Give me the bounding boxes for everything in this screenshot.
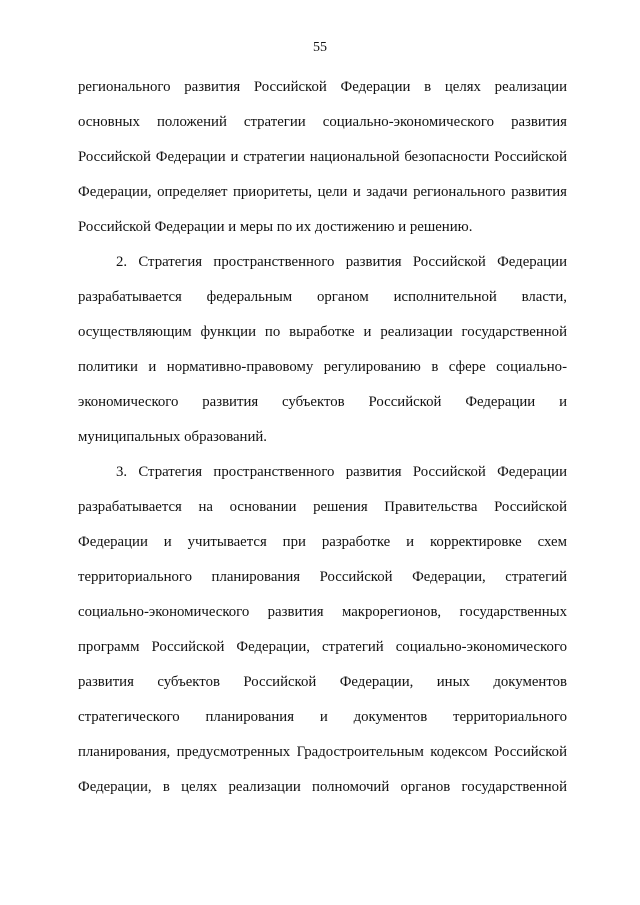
text-line: экономического развития субъектов Российской Федерации и [78, 394, 567, 410]
text-line: социально-экономического развития макрорегионов, государственных [78, 604, 567, 620]
text-line: политики и нормативно-правовому регулированию в сфере социально- [78, 359, 567, 375]
text-line: Федерации и учитывается при разработке и корректировке схем [78, 534, 567, 550]
text-line: территориального планирования Российской Федерации, стратегий [78, 569, 567, 585]
text-line: программ Российской Федерации, стратегий социально-экономического [78, 639, 567, 655]
text-line: Российской Федерации и стратегии национальной безопасности Российской [78, 149, 567, 165]
text-line: осуществляющим функции по выработке и реализации государственной [78, 324, 567, 340]
text-line: регионального развития Российской Федерации в целях реализации [78, 79, 567, 95]
text-line: Федерации, в целях реализации полномочий органов государственной [78, 779, 567, 795]
text-line: разрабатывается на основании решения Правительства Российской [78, 499, 567, 515]
text-line: 2. Стратегия пространственного развития Российской Федерации [116, 254, 567, 270]
text-line: муниципальных образований. [78, 429, 268, 445]
text-line: разрабатывается федеральным органом исполнительной власти, [78, 289, 567, 305]
paragraph [78, 73, 567, 248]
body-text [78, 73, 567, 808]
page-number: 55 [313, 40, 327, 55]
text-line: Российской Федерации и меры по их достижению и решению. [78, 219, 473, 235]
text-line: Федерации, определяет приоритеты, цели и задачи регионального развития [78, 184, 567, 200]
text-line: планирования, предусмотренных Градостроительным кодексом Российской [78, 744, 567, 760]
text-line: основных положений стратегии социально-экономического развития [78, 114, 567, 130]
paragraph [78, 248, 567, 458]
text-line: стратегического планирования и документов территориального [78, 709, 567, 725]
paragraph [78, 458, 567, 808]
text-line: развития субъектов Российской Федерации, иных документов [78, 674, 567, 690]
text-line: 3. Стратегия пространственного развития Российской Федерации [116, 464, 567, 480]
